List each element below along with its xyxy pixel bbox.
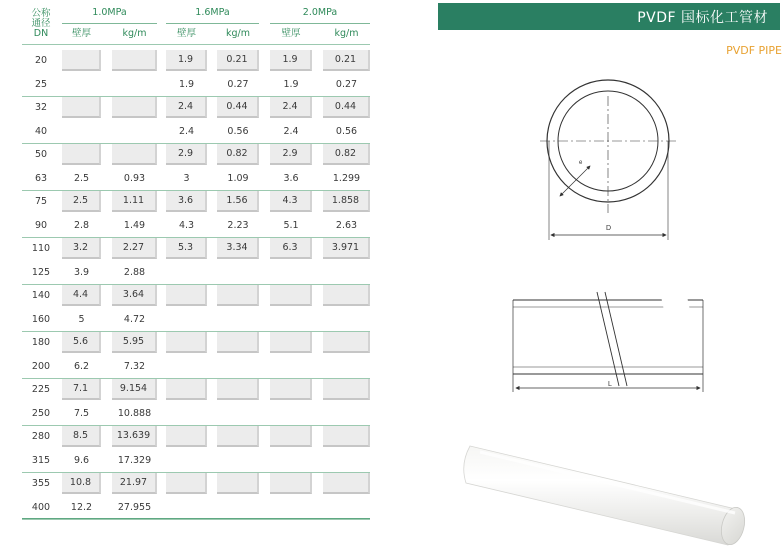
cell-thickness-1-0mpa: 3.9 <box>73 266 90 278</box>
header-thickness: 壁厚 <box>281 28 301 39</box>
cell-dn: 90 <box>34 219 48 231</box>
header-dn-line: 公称 <box>31 8 51 19</box>
cell-dn: 140 <box>31 290 51 301</box>
cell-weight-1-0mpa: 10.888 <box>117 407 152 419</box>
cell-weight-1-0mpa: 9.154 <box>112 379 157 400</box>
header-thickness: 壁厚 <box>176 28 196 39</box>
cell-thickness-1-0mpa: 2.5 <box>73 172 90 184</box>
cell-weight-1-6mpa: 0.56 <box>227 125 249 137</box>
cell-weight-1-6mpa: 0.82 <box>217 144 259 165</box>
diameter-label: D <box>606 225 612 232</box>
cell-thickness-1-6mpa: 3.6 <box>166 191 207 212</box>
cell-thickness-1-0mpa: 8.5 <box>62 426 101 447</box>
cell-weight-1-6mpa: 1.56 <box>217 191 259 212</box>
cell-weight-1-6mpa: 2.23 <box>227 219 249 231</box>
cell-weight-1-0mpa: 2.88 <box>123 266 146 278</box>
cell-dn: 180 <box>31 337 51 348</box>
cell-dn: 40 <box>34 125 48 137</box>
cell-weight-1-0mpa: 3.64 <box>112 285 157 306</box>
cell-thickness-1-0mpa: 7.5 <box>73 407 90 419</box>
header-dn-line: 通径 <box>31 18 51 29</box>
cell-weight-2-0mpa: 1.299 <box>332 172 361 184</box>
cell-dn: 25 <box>34 78 48 90</box>
cell-weight-1-0mpa: 5.95 <box>112 332 157 353</box>
cell-thickness-2-0mpa: 3.6 <box>283 172 299 184</box>
header-weight: kg/m <box>226 28 250 39</box>
header-pressure: 1.6MPa <box>195 7 230 18</box>
cell-dn: 225 <box>31 384 51 395</box>
thickness-label: e <box>579 160 583 166</box>
cell-dn: 20 <box>34 55 48 66</box>
cell-weight-1-0mpa: 1.11 <box>112 191 157 212</box>
pvdf-pipe-illustration <box>464 446 749 547</box>
cell-dn: 315 <box>31 454 51 466</box>
cell-thickness-2-0mpa: 2.9 <box>270 144 312 165</box>
cell-thickness-1-6mpa: 1.9 <box>166 50 207 71</box>
cell-thickness-2-0mpa: 2.4 <box>270 97 312 118</box>
cell-thickness-2-0mpa: 2.4 <box>283 125 299 137</box>
cell-thickness-1-6mpa: 2.4 <box>166 97 207 118</box>
header-dn-line: DN <box>33 28 49 39</box>
cell-thickness-1-6mpa: 2.4 <box>178 125 195 137</box>
cell-dn: 63 <box>34 172 48 184</box>
cell-dn: 32 <box>34 102 48 113</box>
cell-dn: 110 <box>31 243 51 254</box>
cell-dn: 280 <box>31 431 51 442</box>
cell-weight-2-0mpa: 0.27 <box>335 78 358 90</box>
cell-thickness-2-0mpa: 1.9 <box>270 50 312 71</box>
cell-dn: 200 <box>31 360 51 372</box>
cell-thickness-2-0mpa: 5.1 <box>283 219 299 231</box>
cell-dn: 250 <box>31 407 51 419</box>
cell-thickness-1-0mpa: 5.6 <box>62 332 101 353</box>
cell-weight-1-6mpa: 0.21 <box>217 50 259 71</box>
cell-thickness-1-0mpa: 5 <box>78 313 85 325</box>
cell-weight-1-6mpa: 3.34 <box>217 238 259 259</box>
header-weight: kg/m <box>122 28 147 39</box>
cell-weight-1-0mpa: 13.639 <box>112 426 157 447</box>
cell-weight-1-0mpa: 17.329 <box>117 454 152 466</box>
cell-thickness-2-0mpa: 1.9 <box>283 78 299 90</box>
cell-thickness-1-6mpa: 2.9 <box>166 144 207 165</box>
pipe-cross-section-drawing <box>540 80 677 240</box>
cell-weight-2-0mpa: 0.21 <box>323 50 370 71</box>
cell-thickness-2-0mpa: 4.3 <box>270 191 312 212</box>
cell-thickness-1-6mpa: 4.3 <box>178 219 195 231</box>
cell-dn: 355 <box>31 478 51 489</box>
cell-thickness-1-0mpa: 4.4 <box>62 285 101 306</box>
cell-thickness-1-6mpa: 1.9 <box>178 78 195 90</box>
cell-weight-2-0mpa: 2.63 <box>335 219 358 231</box>
cell-thickness-2-0mpa: 6.3 <box>270 238 312 259</box>
cell-dn: 75 <box>34 196 48 207</box>
cell-thickness-1-0mpa: 3.2 <box>62 238 101 259</box>
cell-weight-1-0mpa: 27.955 <box>117 501 152 513</box>
cell-dn: 400 <box>31 501 51 513</box>
cell-thickness-1-6mpa: 3 <box>183 172 190 184</box>
cell-weight-1-0mpa: 4.72 <box>123 313 146 325</box>
product-subtitle: PVDF PIPE <box>726 44 782 57</box>
cell-weight-2-0mpa: 1.858 <box>323 191 370 212</box>
header-pressure: 2.0MPa <box>302 7 338 18</box>
cell-weight-2-0mpa: 0.82 <box>323 144 370 165</box>
cell-weight-2-0mpa: 3.971 <box>323 238 370 259</box>
cell-thickness-1-6mpa: 5.3 <box>166 238 207 259</box>
header-thickness: 壁厚 <box>71 28 91 39</box>
cell-weight-2-0mpa: 0.44 <box>323 97 370 118</box>
cell-dn: 50 <box>34 149 48 160</box>
cell-weight-1-6mpa: 0.44 <box>217 97 259 118</box>
product-title: PVDF 国标化工管材 <box>637 9 768 26</box>
cell-dn: 125 <box>31 266 51 278</box>
cell-thickness-1-0mpa: 7.1 <box>62 379 101 400</box>
cell-dn: 160 <box>31 313 51 325</box>
length-label: L <box>608 381 612 388</box>
cell-weight-1-6mpa: 1.09 <box>227 172 249 184</box>
cell-thickness-1-0mpa: 10.8 <box>62 473 101 494</box>
cell-thickness-1-0mpa: 2.8 <box>73 219 90 231</box>
cell-weight-1-0mpa: 2.27 <box>112 238 157 259</box>
cell-weight-1-0mpa: 1.49 <box>123 219 146 231</box>
cell-thickness-1-0mpa: 12.2 <box>70 501 93 513</box>
cell-thickness-1-0mpa: 9.6 <box>73 454 90 466</box>
cell-weight-1-6mpa: 0.27 <box>227 78 249 90</box>
header-pressure: 1.0MPa <box>92 7 127 18</box>
cell-weight-1-0mpa: 0.93 <box>123 172 146 184</box>
cell-weight-1-0mpa: 7.32 <box>123 360 146 372</box>
cell-weight-1-0mpa: 21.97 <box>112 473 157 494</box>
header-weight: kg/m <box>334 28 359 39</box>
cell-weight-2-0mpa: 0.56 <box>335 125 358 137</box>
cell-thickness-1-0mpa: 6.2 <box>73 360 90 372</box>
cell-thickness-1-0mpa: 2.5 <box>62 191 101 212</box>
